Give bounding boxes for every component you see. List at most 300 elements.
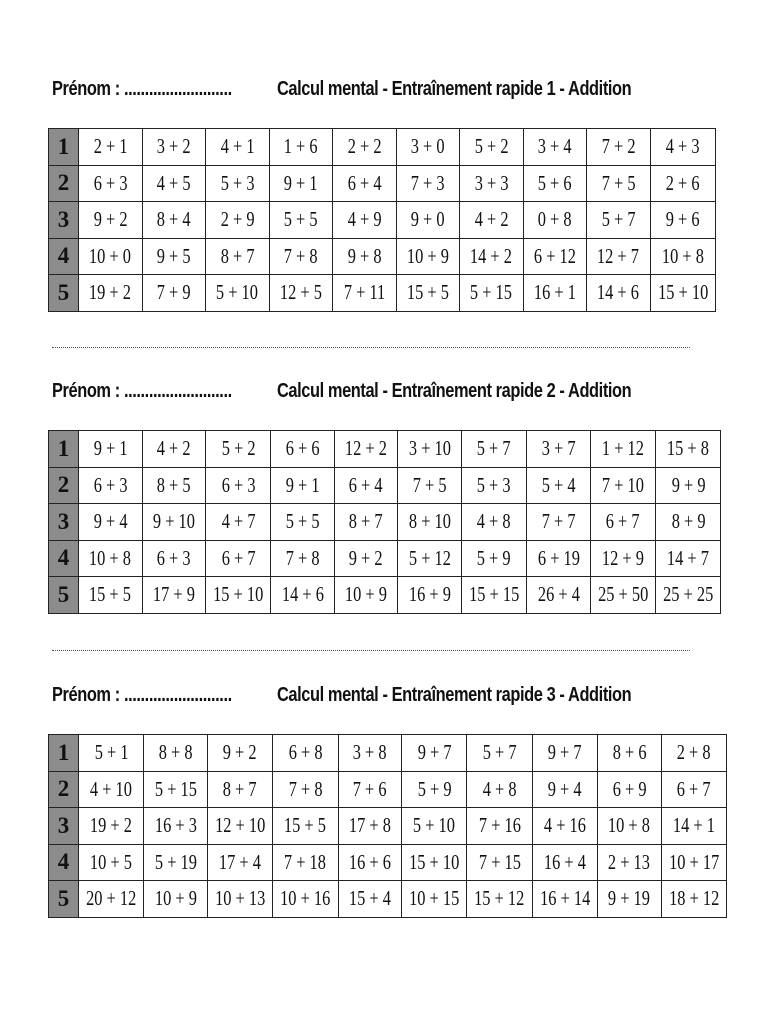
addition-expression: 15 + 5 [406,280,449,305]
addition-expression: 6 + 4 [347,170,382,195]
addition-expression: 5 + 1 [94,740,129,765]
addition-table [48,128,716,312]
addition-cell [650,238,715,275]
addition-expression: 2 + 6 [665,170,700,195]
addition-expression: 5 + 5 [283,207,318,232]
addition-expression: 6 + 9 [612,776,647,801]
addition-cell [402,881,467,918]
addition-expression: 9 + 1 [283,170,318,195]
addition-cell [656,540,721,577]
addition-expression: 4 + 8 [477,509,511,534]
addition-expression: 10 + 9 [154,886,197,911]
addition-cell [269,238,333,275]
addition-expression: 25 + 25 [663,582,714,607]
addition-expression: 12 + 7 [597,243,640,268]
addition-expression: 7 + 8 [283,243,318,268]
addition-expression: 19 + 2 [90,813,133,838]
addition-cell [273,808,338,845]
addition-expression: 12 + 2 [345,436,388,461]
table-row [49,844,727,881]
addition-expression: 9 + 7 [547,740,582,765]
addition-expression: 5 + 7 [482,740,517,765]
addition-cell [532,771,597,808]
addition-expression: 9 + 2 [223,740,257,765]
addition-cell [461,504,526,541]
addition-expression: 10 + 9 [406,243,449,268]
addition-expression: 5 + 15 [470,280,513,305]
addition-cell [396,129,460,166]
addition-expression: 10 + 8 [608,813,651,838]
table-row [49,431,721,468]
addition-cell [206,504,271,541]
addition-expression: 1 + 12 [601,436,644,461]
row-number: 1 [49,735,79,772]
addition-cell [661,735,726,772]
addition-cell [142,467,206,504]
addition-expression: 5 + 10 [413,813,456,838]
addition-expression: 15 + 10 [409,849,460,874]
addition-cell [79,431,143,468]
addition-cell [396,238,460,275]
addition-expression: 5 + 7 [477,436,511,461]
addition-cell [532,844,597,881]
addition-expression: 19 + 2 [89,280,132,305]
addition-cell [590,467,655,504]
addition-cell [269,275,333,312]
addition-cell [206,431,271,468]
addition-cell [661,844,726,881]
addition-expression: 4 + 3 [665,134,700,159]
addition-expression: 3 + 4 [537,134,572,159]
addition-cell [527,504,591,541]
addition-cell [523,165,587,202]
addition-expression: 2 + 8 [676,740,711,765]
addition-cell [467,844,532,881]
addition-expression: 2 + 2 [347,134,382,159]
exercise-title: Calcul mental - Entraînement rapide 3 - Addition [277,684,632,706]
table-row [49,771,727,808]
addition-expression: 7 + 8 [288,776,323,801]
addition-cell [396,165,460,202]
addition-expression: 5 + 7 [601,207,636,232]
addition-expression: 7 + 5 [601,170,636,195]
addition-expression: 7 + 2 [601,134,636,159]
addition-cell [206,577,271,614]
addition-expression: 17 + 8 [348,813,391,838]
addition-expression: 15 + 15 [468,582,520,607]
addition-cell [661,808,726,845]
addition-cell [398,431,462,468]
addition-cell [656,467,721,504]
row-number: 4 [49,844,79,881]
addition-cell [523,275,587,312]
addition-cell [402,735,467,772]
addition-expression: 2 + 13 [608,849,651,874]
addition-expression: 17 + 4 [219,849,262,874]
addition-cell [207,844,272,881]
addition-cell [460,238,524,275]
addition-expression: 10 + 8 [89,545,132,570]
addition-cell [598,735,662,772]
addition-expression: 15 + 12 [474,886,525,911]
addition-expression: 8 + 8 [158,740,193,765]
addition-expression: 9 + 9 [671,472,706,497]
addition-expression: 14 + 6 [281,582,324,607]
addition-expression: 1 + 6 [283,134,318,159]
addition-expression: 3 + 0 [410,134,445,159]
addition-cell [206,467,271,504]
addition-expression: 9 + 2 [93,207,128,232]
row-number: 1 [49,129,79,166]
addition-cell [206,275,270,312]
addition-table [48,734,727,918]
addition-cell [333,165,397,202]
addition-cell [144,771,208,808]
addition-cell [396,275,460,312]
row-number: 4 [49,540,79,577]
addition-expression: 4 + 16 [543,813,586,838]
addition-cell [271,577,335,614]
addition-table [48,430,721,614]
addition-cell [598,771,662,808]
addition-cell [334,540,398,577]
addition-cell [656,577,721,614]
addition-cell [598,844,662,881]
addition-expression: 10 + 0 [89,243,132,268]
addition-cell [590,540,655,577]
addition-cell [402,844,467,881]
row-number: 5 [49,275,79,312]
addition-cell [398,467,462,504]
addition-cell [532,735,597,772]
addition-expression: 10 + 9 [345,582,388,607]
addition-cell [207,808,272,845]
addition-expression: 6 + 3 [221,472,256,497]
row-number: 3 [49,808,79,845]
addition-cell [144,881,208,918]
addition-cell [206,129,270,166]
addition-expression: 5 + 9 [477,545,511,570]
addition-cell [273,881,338,918]
addition-cell [271,540,335,577]
exercise-title: Calcul mental - Entraînement rapide 2 - Addition [277,380,632,402]
addition-expression: 7 + 16 [478,813,521,838]
addition-expression: 14 + 1 [672,813,715,838]
addition-cell [334,467,398,504]
addition-cell [142,129,206,166]
addition-expression: 16 + 9 [408,582,451,607]
addition-expression: 17 + 9 [152,582,195,607]
addition-cell [206,202,270,239]
addition-cell [144,735,208,772]
dotted-cut-line [52,650,690,651]
addition-cell [460,129,524,166]
exercise-title: Calcul mental - Entraînement rapide 1 - Addition [277,78,632,100]
addition-expression: 8 + 7 [349,509,383,534]
addition-cell [467,771,532,808]
addition-cell [79,467,143,504]
row-number: 2 [49,165,79,202]
addition-cell [142,165,206,202]
addition-cell [79,238,143,275]
addition-expression: 5 + 3 [477,472,511,497]
addition-cell [142,540,206,577]
addition-cell [333,275,397,312]
row-number: 2 [49,467,79,504]
addition-expression: 9 + 2 [349,545,383,570]
addition-expression: 6 + 3 [93,472,128,497]
addition-expression: 7 + 9 [156,280,191,305]
addition-expression: 16 + 3 [154,813,197,838]
addition-expression: 7 + 6 [352,776,387,801]
addition-cell [79,129,143,166]
addition-expression: 14 + 2 [470,243,513,268]
addition-cell [523,129,587,166]
addition-cell [144,844,208,881]
addition-expression: 4 + 2 [474,207,509,232]
addition-expression: 5 + 2 [221,436,256,461]
table-row [49,275,716,312]
table-row [49,202,716,239]
addition-expression: 4 + 2 [156,436,191,461]
name-label: Prénom : .......................... [52,380,232,402]
addition-expression: 8 + 5 [156,472,191,497]
table-row [49,735,727,772]
addition-cell [460,202,524,239]
addition-cell [338,844,402,881]
addition-expression: 4 + 9 [347,207,382,232]
addition-expression: 0 + 8 [537,207,572,232]
exercise-header [0,684,768,714]
addition-cell [523,238,587,275]
addition-cell [398,504,462,541]
addition-cell [207,771,272,808]
addition-cell [142,275,206,312]
addition-cell [650,202,715,239]
addition-expression: 6 + 8 [288,740,323,765]
addition-expression: 8 + 10 [408,509,451,534]
addition-cell [398,577,462,614]
addition-cell [532,808,597,845]
addition-cell [79,540,143,577]
addition-expression: 25 + 50 [597,582,648,607]
addition-expression: 2 + 1 [93,134,128,159]
addition-cell [467,808,532,845]
addition-cell [269,165,333,202]
name-label: Prénom : .......................... [52,684,232,706]
addition-cell [79,844,144,881]
addition-cell [460,275,524,312]
addition-cell [467,735,532,772]
addition-expression: 9 + 8 [347,243,382,268]
addition-cell [461,431,526,468]
addition-cell [333,202,397,239]
addition-expression: 6 + 19 [537,545,580,570]
addition-cell [206,165,270,202]
addition-cell [142,238,206,275]
table-row [49,577,721,614]
addition-cell [79,771,144,808]
row-number: 3 [49,504,79,541]
addition-expression: 5 + 4 [541,472,576,497]
addition-expression: 16 + 4 [543,849,586,874]
addition-expression: 7 + 8 [285,545,320,570]
addition-expression: 6 + 12 [533,243,576,268]
addition-cell [79,808,144,845]
addition-cell [269,202,333,239]
addition-cell [661,771,726,808]
addition-cell [587,202,651,239]
addition-expression: 8 + 7 [220,243,255,268]
addition-cell [207,881,272,918]
addition-expression: 16 + 14 [539,886,590,911]
addition-cell [650,129,715,166]
dotted-cut-line [52,347,690,348]
addition-cell [650,275,715,312]
addition-expression: 9 + 19 [608,886,651,911]
addition-cell [461,467,526,504]
addition-expression: 5 + 19 [154,849,197,874]
addition-expression: 8 + 7 [223,776,257,801]
addition-expression: 3 + 7 [541,436,576,461]
addition-expression: 6 + 6 [285,436,320,461]
addition-expression: 10 + 13 [214,886,266,911]
addition-expression: 15 + 8 [667,436,710,461]
addition-expression: 9 + 1 [285,472,320,497]
addition-expression: 8 + 9 [671,509,706,534]
addition-cell [590,577,655,614]
addition-cell [590,504,655,541]
row-number: 1 [49,431,79,468]
addition-cell [402,771,467,808]
addition-cell [333,238,397,275]
addition-expression: 6 + 4 [349,472,383,497]
addition-expression: 15 + 5 [284,813,327,838]
addition-cell [523,202,587,239]
addition-expression: 12 + 9 [601,545,644,570]
addition-cell [142,431,206,468]
addition-cell [79,202,143,239]
addition-cell [206,238,270,275]
addition-cell [269,129,333,166]
addition-cell [656,504,721,541]
addition-expression: 5 + 15 [154,776,197,801]
addition-expression: 6 + 7 [676,776,711,801]
addition-cell [273,844,338,881]
addition-expression: 14 + 7 [667,545,710,570]
addition-cell [273,771,338,808]
addition-cell [338,771,402,808]
addition-expression: 10 + 16 [280,886,331,911]
addition-cell [527,431,591,468]
addition-expression: 9 + 4 [93,509,128,534]
addition-cell [402,808,467,845]
table-row [49,881,727,918]
table-row [49,165,716,202]
name-label: Prénom : .......................... [52,78,232,100]
addition-expression: 6 + 3 [93,170,128,195]
addition-expression: 6 + 3 [156,545,191,570]
addition-expression: 9 + 4 [547,776,582,801]
addition-cell [273,735,338,772]
row-number: 2 [49,771,79,808]
addition-expression: 4 + 8 [482,776,517,801]
addition-cell [271,467,335,504]
addition-cell [661,881,726,918]
row-number: 4 [49,238,79,275]
row-number: 5 [49,577,79,614]
addition-expression: 26 + 4 [537,582,580,607]
addition-expression: 5 + 12 [408,545,451,570]
addition-expression: 18 + 12 [668,886,719,911]
addition-expression: 7 + 7 [541,509,576,534]
addition-expression: 9 + 6 [665,207,700,232]
addition-expression: 5 + 10 [216,280,259,305]
addition-cell [79,735,144,772]
exercise-header [0,380,768,410]
addition-cell [532,881,597,918]
table-row [49,540,721,577]
addition-cell [461,577,526,614]
addition-expression: 6 + 7 [221,545,256,570]
addition-expression: 8 + 4 [156,207,191,232]
addition-expression: 4 + 10 [90,776,133,801]
addition-expression: 8 + 6 [612,740,647,765]
addition-expression: 5 + 3 [220,170,255,195]
addition-cell [334,431,398,468]
addition-expression: 7 + 10 [601,472,644,497]
addition-expression: 9 + 0 [410,207,445,232]
addition-expression: 3 + 3 [474,170,509,195]
addition-cell [142,202,206,239]
table-row [49,467,721,504]
addition-cell [461,540,526,577]
addition-expression: 4 + 7 [221,509,256,534]
addition-expression: 6 + 7 [605,509,640,534]
addition-cell [587,129,651,166]
addition-expression: 7 + 3 [410,170,445,195]
addition-cell [271,504,335,541]
addition-cell [79,275,143,312]
addition-expression: 14 + 6 [597,280,640,305]
addition-cell [467,881,532,918]
addition-cell [598,808,662,845]
addition-expression: 9 + 7 [417,740,452,765]
addition-cell [79,504,143,541]
addition-cell [460,165,524,202]
addition-cell [587,238,651,275]
addition-expression: 20 + 12 [86,886,137,911]
addition-expression: 15 + 4 [348,886,391,911]
addition-expression: 10 + 15 [409,886,460,911]
table-row [49,129,716,166]
addition-cell [396,202,460,239]
addition-expression: 7 + 18 [284,849,327,874]
addition-expression: 10 + 5 [90,849,133,874]
addition-cell [527,467,591,504]
addition-expression: 7 + 11 [343,280,385,305]
addition-expression: 2 + 9 [220,207,255,232]
addition-expression: 3 + 10 [408,436,451,461]
addition-cell [598,881,662,918]
addition-expression: 9 + 10 [152,509,195,534]
addition-expression: 4 + 5 [156,170,191,195]
addition-expression: 10 + 17 [668,849,719,874]
addition-cell [656,431,721,468]
addition-expression: 16 + 1 [533,280,576,305]
exercise-header [0,78,768,108]
addition-expression: 7 + 5 [412,472,447,497]
